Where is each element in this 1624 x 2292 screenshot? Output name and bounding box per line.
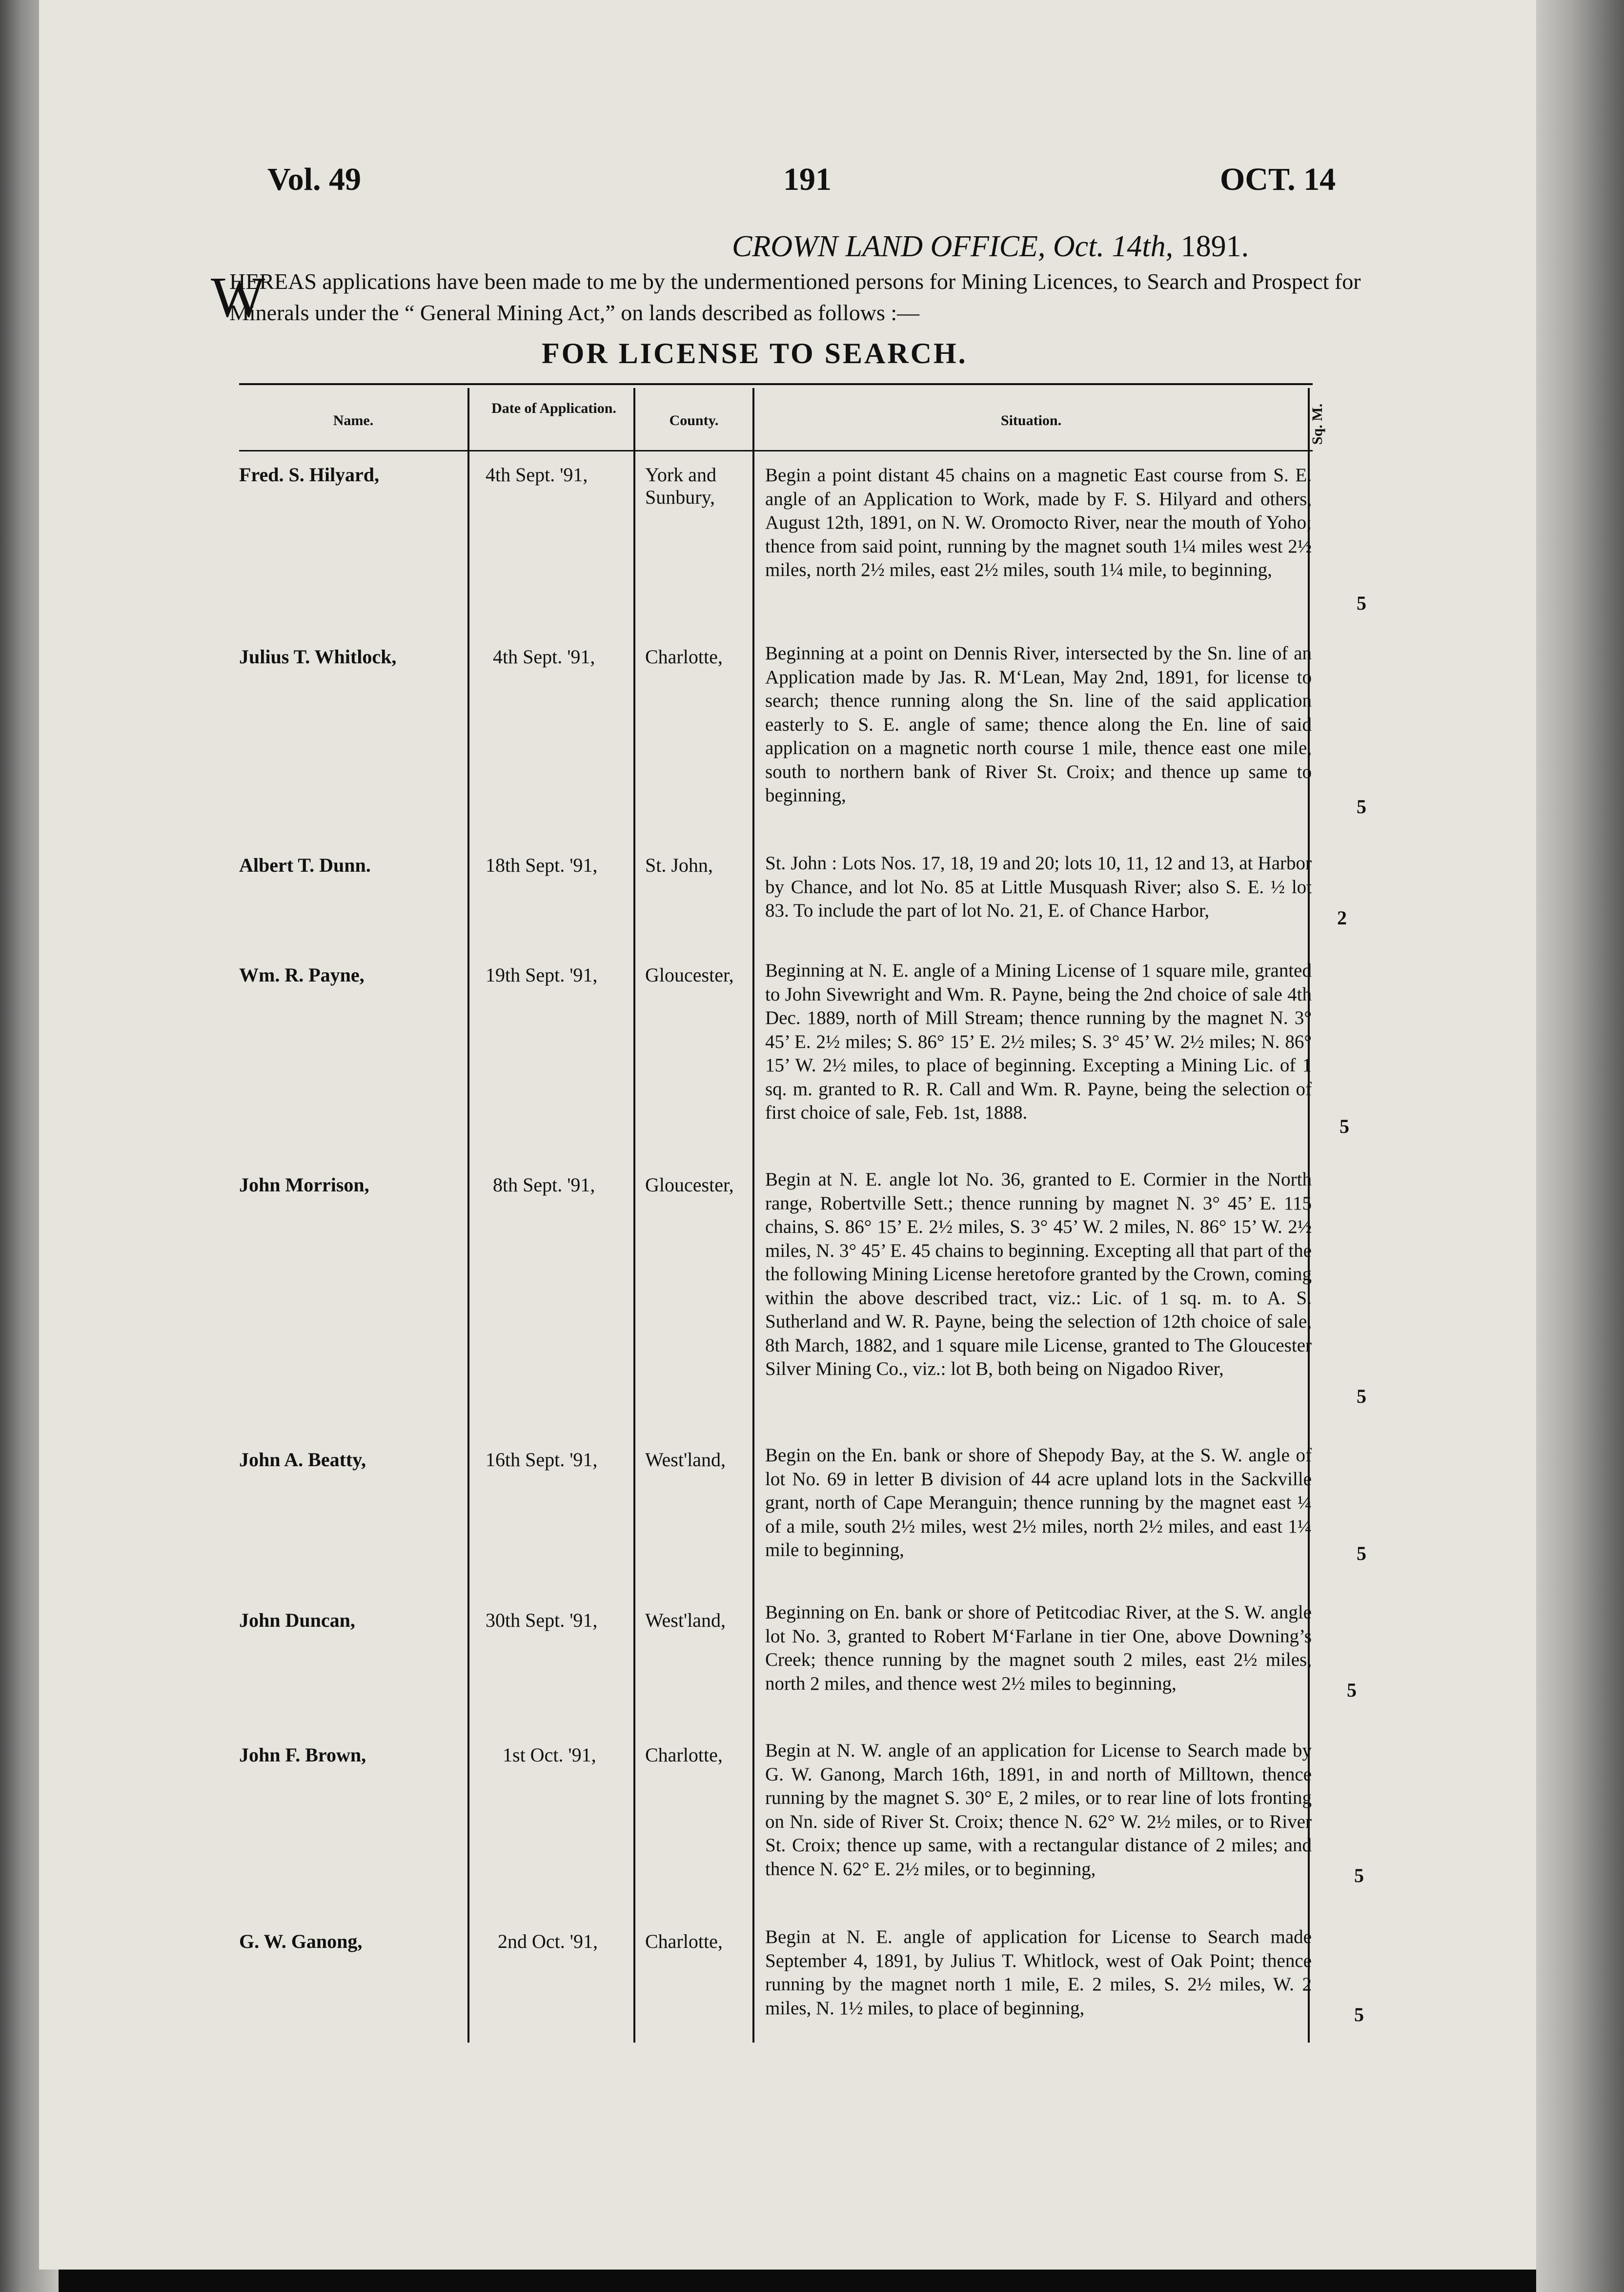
volume-label: Vol. 49 bbox=[267, 162, 361, 197]
row-county: Charlotte, bbox=[645, 1930, 723, 1952]
row-sq-miles: 5 bbox=[1354, 2004, 1364, 2026]
row-sq-miles: 5 bbox=[1354, 1864, 1364, 1886]
row-situation: Beginning at a point on Dennis River, intersected by the Sn. line of an Application made by Jas. R. M‘Lean, May 2nd, 1891, for license to search; thence running along the Sn. line of the said application easterly to S. E. angle of same; thence along the En. line of said application on a magnetic north course 1 mile, thence east one mile, south to northern bank of River St. Croix; and thence up same to beginning, bbox=[765, 643, 1312, 806]
issue-date: OCT. 14 bbox=[1220, 162, 1336, 197]
header-bottom-rule bbox=[239, 450, 1313, 451]
row-sq-miles: 5 bbox=[1357, 1542, 1366, 1564]
row-situation: Begin at N. E. angle of application for License to Search made September 4, 1891, by Julius T. Whitlock, west of Oak Point; thence running by the magnet north 1 mile, E. 2 miles, S. 2½ miles, W. 2 miles, N. 1½ miles, to place of beginning, bbox=[765, 1926, 1312, 2019]
row-county: Charlotte, bbox=[645, 646, 723, 668]
row-date: 4th Sept. '91, bbox=[486, 464, 588, 486]
row-situation: St. John : Lots Nos. 17, 18, 19 and 20; lots 10, 11, 12 and 13, at Harbor by Chance, and lot No. 85 at Little Musquash River; also S. E. ½ lot 83. To include the part of lot No. 21, E. of Chance Harbor, bbox=[765, 853, 1312, 921]
row-name: John F. Brown, bbox=[239, 1744, 366, 1766]
page-number: 191 bbox=[783, 162, 832, 197]
section-title: FOR LICENSE TO SEARCH. bbox=[542, 337, 968, 369]
row-county: West'land, bbox=[645, 1609, 726, 1631]
row-date: 19th Sept. '91, bbox=[486, 964, 598, 986]
row-date: 8th Sept. '91, bbox=[493, 1174, 595, 1196]
page-edge-shadow bbox=[1536, 0, 1624, 2292]
row-sq-miles: 2 bbox=[1337, 907, 1347, 929]
row-date: 18th Sept. '91, bbox=[486, 854, 598, 876]
col-divider-date bbox=[633, 388, 635, 2043]
col-divider-name bbox=[467, 388, 469, 2043]
notice-year: 1891. bbox=[1180, 230, 1249, 263]
row-name: John Duncan, bbox=[239, 1609, 355, 1631]
col-header-date: Date of Application. bbox=[491, 400, 616, 416]
row-situation: Beginning on En. bank or shore of Petitcodiac River, at the S. W. angle lot No. 3, granted to Robert M‘Farlane in tier One, above Downing’s Creek; thence running by the magnet south 2 miles, east 2½ miles, north 2 miles, and thence west 2½ miles to beginning, bbox=[765, 1602, 1312, 1694]
row-name: Wm. R. Payne, bbox=[239, 964, 365, 986]
notice-title bbox=[732, 229, 1249, 264]
row-name: G. W. Ganong, bbox=[239, 1930, 363, 1952]
col-header-name: Name. bbox=[333, 412, 374, 429]
row-county: West'land, bbox=[645, 1449, 726, 1471]
row-name: Albert T. Dunn. bbox=[239, 854, 371, 876]
row-county: Gloucester, bbox=[645, 1174, 734, 1196]
row-county: York and Sunbury, bbox=[645, 464, 716, 508]
row-situation: Begin at N. E. angle lot No. 36, granted to E. Cormier in the North range, Robertville Sett.; thence running by magnet N. 3° 45’ E. 115 chains, S. 86° 15’ E. 2½ miles, S. 3° 45’ W. 2 miles, N. 86° 15’ W. 2½ miles, N. 3° 45’ E. 45 chains to beginning. Excepting all that part of the the following Mining License heretofore granted by the Crown, coming within the above described tract, viz.: Lic. of 1 sq. m. to A. S. Sutherland and W. R. Payne, being the selection of 12th choice of sale, 8th March, 1882, and 1 square mile License, granted to The Gloucester Silver Mining Co., viz.: lot B, both being on Nigadoo River, bbox=[765, 1169, 1312, 1379]
row-date: 30th Sept. '91, bbox=[486, 1609, 598, 1631]
row-date: 4th Sept. '91, bbox=[493, 646, 595, 668]
row-date: 2nd Oct. '91, bbox=[498, 1930, 598, 1952]
notice-intro: HEREAS applications have been made to me by the undermentioned persons for Mining Licences, to Search and Prospect for Minerals under the “ General Mining Act,” on lands described as follows :— bbox=[229, 269, 1361, 325]
row-name: Fred. S. Hilyard, bbox=[239, 464, 380, 486]
col-header-sq: Sq. M. bbox=[1309, 403, 1325, 445]
row-situation: Begin a point distant 45 chains on a magnetic East course from S. E. angle of an Application to Work, made by F. S. Hilyard and others, August 12th, 1891, on N. W. Oromocto River, near the mouth of Yoho; thence from said point, running by the magnet south 1¼ miles west 2½ miles, north 2½ miles, east 2½ miles, south 1¼ mile, to beginning, bbox=[765, 465, 1312, 580]
office-name: CROWN LAND OFFICE, bbox=[732, 230, 1046, 263]
row-name: John Morrison, bbox=[239, 1174, 369, 1196]
row-situation: Begin on the En. bank or shore of Shepody Bay, at the S. W. angle of lot No. 69 in letter B division of 44 acre upland lots in the Sackville grant, north of Cape Meranguin; thence running by the magnet east ¼ of a mile, south 2½ miles, west 2½ miles, north 2½ miles, and east 1¼ mile to beginning, bbox=[765, 1445, 1312, 1560]
row-county: St. John, bbox=[645, 854, 713, 876]
row-date: 16th Sept. '91, bbox=[486, 1449, 598, 1471]
row-county: Gloucester, bbox=[645, 964, 734, 986]
notice-date: Oct. 14th, bbox=[1053, 230, 1174, 263]
row-situation: Beginning at N. E. angle of a Mining License of 1 square mile, granted to John Sivewright and Wm. R. Payne, being the 2nd choice of sale 4th Dec. 1889, north of Mill Stream; thence running by the magnet N. 3° 45’ E. 2½ miles; S. 86° 15’ E. 2½ miles; S. 3° 45’ W. 2½ miles; N. 86° 15’ W. 2½ miles, to place of beginning. Excepting a Mining Lic. of 1 sq. m. granted to R. R. Call and Wm. R. Payne, being the selection of first choice of sale, Feb. 1st, 1888. bbox=[765, 960, 1312, 1123]
row-sq-miles: 5 bbox=[1357, 796, 1366, 818]
row-date: 1st Oct. '91, bbox=[503, 1744, 596, 1766]
row-sq-miles: 5 bbox=[1357, 592, 1366, 614]
drop-cap: W bbox=[211, 265, 265, 329]
table-top-rule bbox=[239, 383, 1313, 385]
row-sq-miles: 5 bbox=[1347, 1679, 1357, 1701]
row-name: John A. Beatty, bbox=[239, 1449, 366, 1471]
row-sq-miles: 5 bbox=[1340, 1115, 1349, 1137]
col-header-county: County. bbox=[669, 412, 719, 429]
row-county: Charlotte, bbox=[645, 1744, 723, 1766]
col-divider-county bbox=[752, 388, 754, 2043]
row-name: Julius T. Whitlock, bbox=[239, 646, 397, 668]
col-header-situation: Situation. bbox=[1000, 412, 1062, 429]
row-situation: Begin at N. W. angle of an application for License to Search made by G. W. Ganong, March 16th, 1891, in and north of Milltown, thence running by the magnet S. 30° E, 2 miles, or to rear line of lots fronting on Nn. side of River St. Croix; thence N. 62° W. 2½ miles, or to River St. Croix; thence up same, with a rectangular distance of 2 miles; and thence N. 62° E. 2½ miles, or to beginning, bbox=[765, 1740, 1312, 1880]
row-sq-miles: 5 bbox=[1357, 1385, 1366, 1407]
